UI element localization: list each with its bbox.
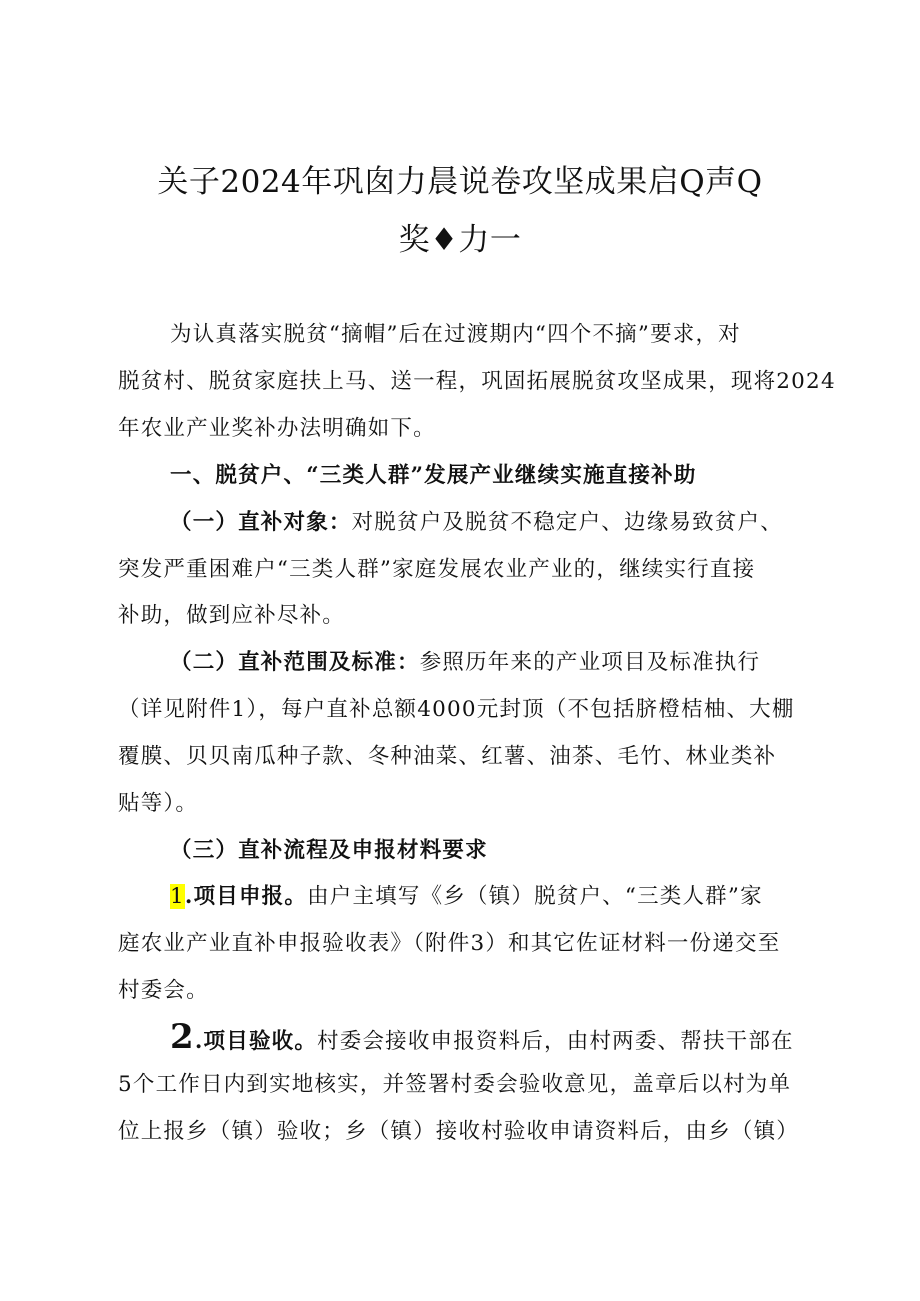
item-2-heading: .项目验收。 [194, 1029, 318, 1054]
item-1-text: 由户主填写《乡（镇）脱贫户、“三类人群”家 [307, 884, 763, 909]
item-1-heading: .项目申报。 [184, 884, 308, 909]
subsection-1-heading: （一）直补对象： [170, 510, 352, 535]
subsection-1-line-1 [170, 508, 810, 538]
intro-line-1: 为认真落实脱贫“摘帽”后在过渡期内“四个不摘”要求，对 [170, 322, 741, 347]
item-2-line-2: 5个工作日内到实地核实，并签署村委会验收意见，盖章后以村为单 [118, 1072, 792, 1097]
doc-title-line-2: 奖♦力一 [398, 222, 522, 258]
item-1-line-1 [170, 882, 810, 912]
intro-line-2: 脱贫村、脱贫家庭扶上马、送一程，巩固拓展脱贫攻坚成果，现将2024 [118, 369, 836, 394]
subsection-3-heading: （三）直补流程及申报材料要求 [170, 838, 488, 863]
intro-line-3: 年农业产业奖补办法明确如下。 [118, 416, 436, 441]
item-2-line-1 [170, 1018, 810, 1061]
subsection-2-line-3: 覆膜、贝贝南瓜种子款、冬种油菜、红薯、油茶、毛竹、林业类补 [118, 744, 777, 769]
item-2-line-3: 位上报乡（镇）验收；乡（镇）接收村验收申请资料后，由乡（镇） [118, 1119, 800, 1144]
subsection-1-line-2: 突发严重困难户“三类人群”家庭发展农业产业的，继续实行直接 [118, 557, 756, 582]
subsection-1-line-3: 补助，做到应补尽补。 [118, 603, 346, 628]
subsection-1-text: 对脱贫户及脱贫不稳定户、边缘易致贫户、 [351, 510, 783, 535]
item-1-line-2: 庭农业产业直补申报验收表》（附件3）和其它佐证材料一份递交至 [118, 931, 781, 956]
item-2-text: 村委会接收申报资料后，由村两委、帮扶干部在 [317, 1029, 794, 1054]
subsection-2-line-4: 贴等）。 [118, 791, 199, 816]
subsection-2-line-2: （详见附件1），每户直补总额4000元封顶（不包括脐橙桔柚、大棚 [118, 697, 795, 722]
subsection-2-heading: （二）直补范围及标准： [170, 650, 420, 675]
doc-title-line-1: 关子2024年巩囱力晨说卷攻坚成果启Q声Q [157, 164, 763, 200]
item-1-line-3: 村委会。 [118, 978, 209, 1003]
subsection-2-text: 参照历年来的产业项目及标准执行 [419, 650, 761, 675]
section-heading-1: 一、脱贫户、“三类人群”发展产业继续实施直接补助 [170, 463, 697, 488]
item-1-number: 1 [170, 884, 185, 909]
subsection-2-line-1 [170, 648, 810, 678]
item-2-number: 2 [170, 1017, 195, 1057]
